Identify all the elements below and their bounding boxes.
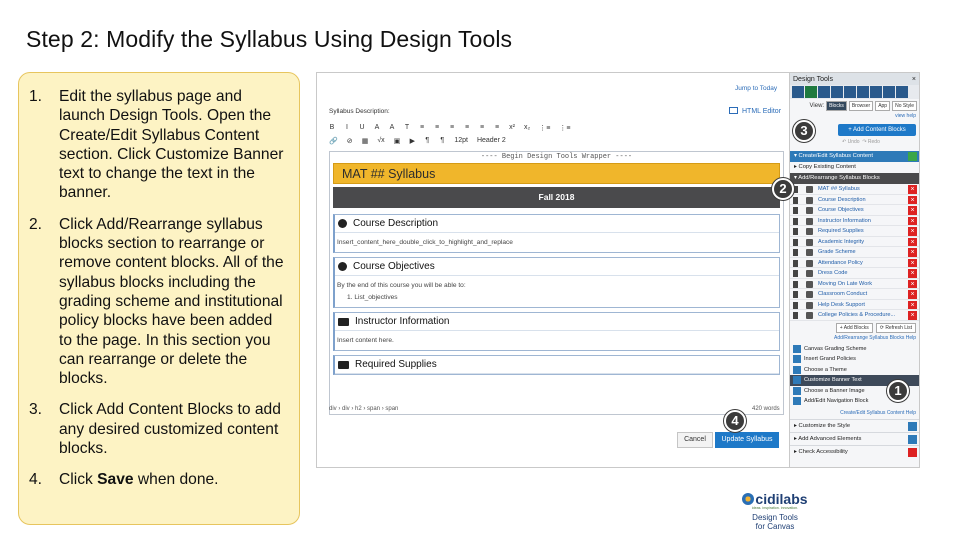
toolbar-button[interactable]: Header 2: [476, 137, 506, 144]
block-type-icon: [806, 270, 813, 277]
block-label: Classroom Conduct: [818, 291, 868, 297]
drag-handle-icon[interactable]: [793, 270, 798, 277]
begin-wrapper-marker: ---- Begin Design Tools Wrapper ----: [480, 153, 633, 161]
toolbar-button[interactable]: 🔗: [329, 137, 338, 145]
view-help-link[interactable]: view help: [895, 113, 916, 119]
block-label: College Policies & Procedure...: [818, 312, 896, 318]
cidilabs-logo: [740, 491, 810, 535]
toolbar-button[interactable]: A: [389, 124, 395, 131]
option-icon: [793, 397, 801, 405]
syllabus-block-item[interactable]: [790, 279, 920, 290]
view-label: View:: [809, 103, 825, 109]
option-label: Choose a Theme: [804, 366, 847, 373]
toolbar-button[interactable]: ≡: [464, 124, 470, 131]
rich-text-toolbar: [329, 121, 789, 149]
toolbar-button[interactable]: I: [346, 124, 348, 131]
section-required-supplies[interactable]: [333, 355, 780, 375]
undo-redo: [790, 139, 920, 151]
syllabus-blocks-list: [790, 184, 920, 321]
block-type-icon: [806, 186, 813, 193]
target-icon: [338, 262, 347, 271]
delete-block-icon[interactable]: ×: [908, 301, 917, 310]
toolbar-button[interactable]: ≡: [419, 124, 425, 131]
toolbar-button[interactable]: B: [329, 124, 335, 131]
undo-button[interactable]: ↶ Undo: [842, 139, 860, 145]
section-heading: [335, 215, 779, 233]
syllabus-block-item[interactable]: [790, 226, 920, 237]
section-course-objectives[interactable]: [333, 257, 780, 308]
id-card-icon: [338, 318, 349, 326]
advanced-elements-section[interactable]: [790, 432, 920, 445]
cancel-button[interactable]: Cancel: [677, 432, 713, 448]
word-count: 420 words: [752, 406, 780, 412]
section-heading: [335, 258, 779, 276]
view-tab-no-style[interactable]: No Style: [892, 101, 917, 111]
syllabus-block-item[interactable]: [790, 247, 920, 258]
callout-1: 1: [887, 380, 909, 402]
syllabus-block-item[interactable]: [790, 289, 920, 300]
syllabus-block-item[interactable]: [790, 268, 920, 279]
toolbar-button[interactable]: ▶: [409, 137, 415, 145]
syllabus-description-label: Syllabus Description:: [329, 108, 390, 115]
delete-block-icon[interactable]: ×: [908, 206, 917, 215]
toolbar-button[interactable]: ≡: [494, 124, 500, 131]
section-header-label: ▾ Create/Edit Syllabus Content: [794, 153, 873, 159]
block-label: Academic Integrity: [818, 238, 865, 245]
syllabus-block-item[interactable]: [790, 205, 920, 216]
section-body: Insert_content_here_double_click_to_highlight_and_replace: [337, 239, 513, 246]
step-number: 1.: [29, 88, 43, 105]
logo-wordmark: [740, 491, 810, 507]
blocks-icon[interactable]: [792, 86, 804, 98]
delete-block-icon[interactable]: ×: [908, 280, 917, 289]
toolbar-button[interactable]: T: [404, 124, 410, 131]
drag-handle-icon[interactable]: [793, 239, 798, 246]
option-icon: [793, 376, 801, 384]
block-type-icon: [806, 260, 813, 267]
toolbar-button[interactable]: U: [359, 124, 365, 131]
toolbar-button[interactable]: 12pt: [454, 137, 468, 144]
grid-icon[interactable]: [870, 86, 882, 98]
step-text-bold: Save: [97, 471, 134, 489]
media-icon[interactable]: [844, 86, 856, 98]
step-number: 3.: [29, 401, 43, 419]
logo-name: cidilabs: [755, 491, 808, 507]
design-tools-header: [790, 73, 920, 85]
block-label: Instructor Information: [818, 217, 871, 224]
toolbar-button[interactable]: ⊘: [346, 137, 353, 145]
block-label: Grade Scheme: [818, 249, 856, 255]
block-type-icon: [806, 312, 813, 319]
refresh-list-button[interactable]: ⟳ Refresh List: [876, 323, 916, 333]
redo-button[interactable]: ↷ Redo: [862, 139, 880, 145]
block-type-icon: [806, 302, 813, 309]
delete-block-icon[interactable]: ×: [908, 227, 917, 236]
link-icon[interactable]: [857, 86, 869, 98]
syllabus-option-item[interactable]: [790, 365, 920, 376]
syllabus-editor[interactable]: [329, 151, 784, 415]
section-heading-text: Required Supplies: [355, 359, 437, 370]
copy-existing-content[interactable]: ▸ Copy Existing Content: [794, 164, 856, 170]
toolbar-button[interactable]: ⋮≡: [539, 124, 551, 132]
block-type-icon: [806, 207, 813, 214]
delete-block-icon[interactable]: ×: [908, 259, 917, 268]
option-icon: [793, 355, 801, 363]
html-editor-icon: [729, 107, 738, 114]
design-tools-title: Design Tools: [793, 75, 833, 83]
section-instructor-information[interactable]: [333, 312, 780, 351]
drag-handle-icon[interactable]: [793, 228, 798, 235]
section-label: ▸ Customize the Style: [794, 422, 851, 429]
toolbar-button[interactable]: ¶: [440, 137, 445, 144]
add-content-blocks-button[interactable]: + Add Content Blocks: [838, 124, 916, 136]
view-tab-browser[interactable]: Browser: [849, 101, 873, 111]
logo-globe-icon: [742, 493, 754, 505]
block-type-icon: [806, 281, 813, 288]
section-heading: [335, 356, 779, 374]
block-label: Help Desk Support: [818, 301, 865, 308]
step-text: [59, 470, 289, 489]
option-icon: [793, 345, 801, 353]
syllabus-block-item[interactable]: [790, 195, 920, 206]
block-type-icon: [806, 197, 813, 204]
toolbar-button[interactable]: ≡: [434, 124, 440, 131]
drag-handle-icon[interactable]: [793, 207, 798, 214]
step-number: 4.: [29, 471, 43, 489]
toolbar-button[interactable]: x₂: [524, 124, 531, 131]
step-1: [29, 87, 289, 203]
toolbar-row-1: [329, 121, 789, 134]
delete-block-icon[interactable]: ×: [908, 185, 917, 194]
drag-handle-icon[interactable]: [793, 249, 798, 256]
add-rearrange-section-header[interactable]: ▾ Add/Rearrange Syllabus Blocks: [790, 173, 920, 184]
toolbar-button[interactable]: x²: [509, 124, 515, 131]
logo-caption-line1: Design Tools: [752, 513, 798, 522]
syllabus-block-item[interactable]: [790, 300, 920, 311]
delete-block-icon[interactable]: ×: [908, 290, 917, 299]
syllabus-block-item[interactable]: [790, 310, 920, 321]
canvas-syllabus-screenshot: [316, 72, 920, 468]
slide-title: Step 2: Modify the Syllabus Using Design Tools: [26, 26, 513, 52]
section-heading-text: Instructor Information: [355, 316, 450, 327]
block-type-icon: [806, 291, 813, 298]
create-edit-section-header[interactable]: [790, 151, 920, 162]
option-label: Choose a Banner Image: [804, 387, 865, 394]
syllabus-block-item[interactable]: [790, 258, 920, 269]
callout-2: 2: [772, 178, 794, 200]
syllabus-block-item[interactable]: [790, 237, 920, 248]
option-label: Customize Banner Text: [804, 377, 862, 383]
option-icon: [793, 366, 801, 374]
jump-to-today-link[interactable]: Jump to Today: [735, 85, 778, 92]
view-tab-blocks[interactable]: Blocks: [826, 101, 847, 111]
list-item: 1. List_objectives: [347, 294, 398, 301]
view-switcher: [790, 99, 920, 113]
clipboard-icon: [338, 361, 349, 369]
syllabus-block-item[interactable]: [790, 216, 920, 227]
instructions-panel: [18, 72, 300, 525]
section-heading-text: Course Objectives: [353, 261, 435, 272]
section-label: ▸ Check Accessibility: [794, 448, 848, 455]
block-label: MAT ## Syllabus: [818, 186, 860, 192]
syllabus-option-item[interactable]: [790, 354, 920, 365]
block-type-icon: [806, 239, 813, 246]
block-label: Moving On Late Work: [818, 280, 872, 287]
toolbar-button[interactable]: ▦: [361, 137, 369, 145]
block-actions: [790, 321, 920, 335]
step-text-after: when done.: [133, 471, 219, 489]
style-icon: [908, 422, 917, 431]
step-3: [29, 400, 289, 458]
option-icon: [793, 387, 801, 395]
check-accessibility-section[interactable]: [790, 445, 920, 458]
step-text: Click Add Content Blocks to add any desired customized content blocks.: [59, 401, 281, 458]
syllabus-banner[interactable]: MAT ## Syllabus: [333, 163, 780, 184]
delete-block-icon[interactable]: ×: [908, 238, 917, 247]
toolbar-button[interactable]: ⋮≡: [559, 124, 571, 132]
step-number: 2.: [29, 215, 43, 233]
syllabus-block-item[interactable]: [790, 184, 920, 195]
section-body: Insert content here.: [337, 337, 394, 344]
drag-handle-icon[interactable]: [793, 281, 798, 288]
close-icon[interactable]: ×: [911, 75, 916, 83]
block-label: Course Objectives: [818, 207, 864, 213]
block-label: Required Supplies: [818, 228, 864, 234]
logo-caption-line2: for Canvas: [755, 522, 795, 531]
drag-handle-icon[interactable]: [793, 312, 798, 319]
step-2: [29, 215, 289, 389]
drag-handle-icon[interactable]: [793, 302, 798, 309]
option-label: Canvas Grading Scheme: [804, 345, 867, 352]
term-bar: Fall 2018: [333, 187, 780, 208]
block-type-icon: [806, 228, 813, 235]
design-tools-icon-bar: [790, 85, 920, 99]
toolbar-button[interactable]: ¶: [425, 137, 430, 144]
option-label: Insert Grand Policies: [804, 356, 856, 362]
block-type-icon: [806, 249, 813, 256]
section-body-text: By the end of this course you will be able to:: [337, 282, 466, 289]
section-course-description[interactable]: [333, 214, 780, 253]
toolbar-button[interactable]: ≡: [479, 124, 485, 131]
step-text: Click Add/Rearrange syllabus blocks section to rearrange or remove content blocks. All of the syllabus blocks including the grading scheme and institutional policy blocks have been added to the page. In this section you can rearrange or delete the blocks.: [59, 215, 284, 388]
accessibility-icon: [908, 448, 917, 457]
drag-handle-icon[interactable]: [793, 291, 798, 298]
block-type-icon: [806, 218, 813, 225]
drag-handle-icon[interactable]: [793, 260, 798, 267]
step-text: Edit the syllabus page and launch Design Tools. Open the Create/Edit Syllabus Content section. Click Customize Banner text to change the text in the banner.: [59, 88, 284, 202]
info-icon: [338, 219, 347, 228]
star-icon: [908, 435, 917, 444]
drag-handle-icon[interactable]: [793, 218, 798, 225]
toolbar-button[interactable]: ≡: [449, 124, 455, 131]
section-label: ▸ Add Advanced Elements: [794, 435, 862, 442]
syllabus-option-item[interactable]: [790, 344, 920, 355]
edit-icon[interactable]: [818, 86, 830, 98]
toolbar-button[interactable]: A: [374, 124, 380, 131]
step-text-before: Click: [59, 471, 98, 489]
element-path: div › div › h2 › span › span: [329, 406, 399, 412]
toolbar-button[interactable]: √x: [377, 137, 385, 144]
section-body: [335, 276, 779, 307]
toolbar-button[interactable]: ▣: [393, 137, 401, 145]
create-edit-help-link[interactable]: Create/Edit Syllabus Content Help: [840, 409, 916, 416]
section-heading: [335, 313, 779, 331]
delete-block-icon[interactable]: ×: [908, 311, 917, 320]
delete-block-icon[interactable]: ×: [908, 196, 917, 205]
block-label: Attendance Policy: [818, 259, 863, 266]
update-syllabus-button[interactable]: Update Syllabus: [715, 432, 779, 448]
step-4: [29, 470, 289, 489]
image-icon[interactable]: [831, 86, 843, 98]
delete-block-icon[interactable]: ×: [908, 269, 917, 278]
block-label: Course Description: [818, 196, 866, 203]
delete-block-icon[interactable]: ×: [908, 248, 917, 257]
section-heading-text: Course Description: [353, 218, 439, 229]
drag-handle-icon[interactable]: [793, 197, 798, 204]
view-tab-app[interactable]: App: [875, 101, 890, 111]
add-blocks-button[interactable]: + Add Blocks: [836, 323, 873, 333]
rearrange-help-link[interactable]: Add/Rearrange Syllabus Blocks Help: [834, 334, 916, 341]
steps-list: [29, 87, 289, 490]
customize-style-section[interactable]: [790, 419, 920, 432]
go-icon[interactable]: [908, 152, 917, 161]
callout-4: 4: [724, 410, 746, 432]
html-editor-link[interactable]: [729, 107, 781, 115]
logo-tagline: ideas. inspiration. innovation.: [751, 506, 799, 510]
palette-icon[interactable]: [883, 86, 895, 98]
html-editor-label: HTML Editor: [742, 108, 782, 115]
block-label: Dress Code: [818, 270, 848, 276]
toolbar-row-2: [329, 134, 789, 147]
callout-3: 3: [793, 120, 815, 142]
delete-block-icon[interactable]: ×: [908, 217, 917, 226]
settings-icon[interactable]: [896, 86, 908, 98]
check-icon[interactable]: [805, 86, 817, 98]
option-label: Add/Edit Navigation Block: [804, 398, 869, 404]
